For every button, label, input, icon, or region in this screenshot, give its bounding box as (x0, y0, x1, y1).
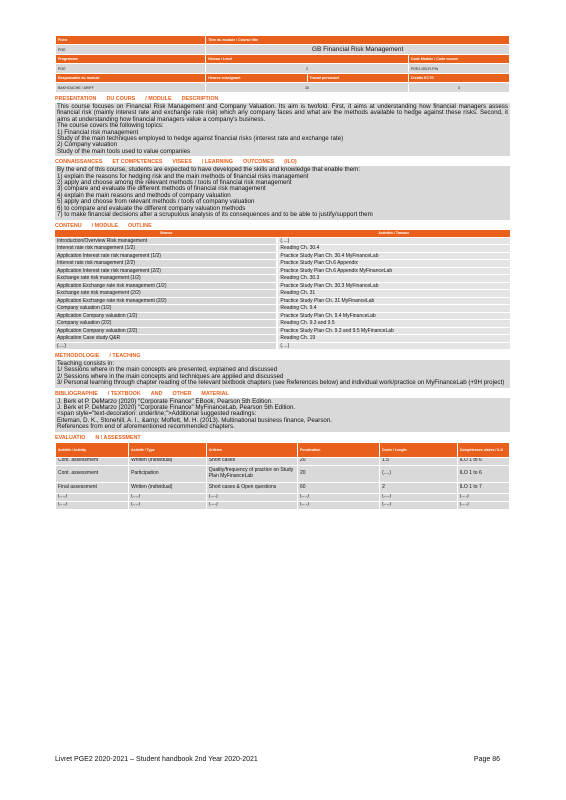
outline-row (55, 327, 510, 335)
outline-row (55, 245, 510, 253)
eval-cell: (....) (56, 501, 129, 509)
outline-row (55, 252, 510, 260)
instructor-2: ARIFF (83, 85, 94, 90)
eval-cell: Short cases & Open questions (206, 482, 297, 493)
bibliography-box (55, 398, 510, 432)
outline-row (55, 290, 510, 298)
course-header-table (55, 35, 510, 93)
header-label: Crédits ECTS (408, 74, 509, 83)
eval-cell: (....) (297, 493, 379, 501)
outline-table (55, 230, 510, 351)
outline-session: Company valuation (1/2) (55, 305, 277, 313)
course-title: GB Financial Risk Management (206, 45, 510, 55)
eval-cell: (....) (297, 501, 379, 509)
outline-activity: Reading Ch. 30.4 (277, 245, 510, 253)
bibliography-line: J. Berk et P. DeMarzo (2020) "Corporate Finance" EBook, Pearson 5th Edition. (57, 397, 273, 405)
bibliography-line: <span style="text-decoration: underline;">Additional suggested readings: (57, 410, 257, 418)
eval-cell: (....) (380, 501, 458, 509)
outline-row (55, 342, 510, 350)
presentation-line: Study of the main techniques employed to hedge against financial risks (interest rate and exchange rate) (57, 135, 344, 143)
eval-cell: Participation (129, 465, 207, 482)
section-title-outline: CONTENU / MODULE OUTLINE (55, 222, 152, 229)
header-value: PGE2-GB-FI-FIN (408, 64, 509, 74)
instructor-1: BAKHOUCHE (58, 85, 81, 90)
presentation-line: 1) Financial risk management (57, 128, 139, 136)
outline-session: Exchange rate risk management (2/2) (55, 290, 277, 298)
presentation-paragraph: This course focuses on Financial Risk Management and Company Valuation. Its aim is twofold. First, it aims at understanding how financial managers assess financial risk (mainly interest rate and exchange rate risk) which any company faces and what are the methods available to hedge against these risks. Second, it aims at understanding how financial managers value a company's business. (57, 103, 508, 123)
outline-session: Application Exchange rate risk management (2/2) (55, 297, 277, 305)
outline-row (55, 260, 510, 268)
eval-cell: ILO 1 to 7 (457, 482, 509, 493)
eval-cell: Quality/frequency of practice on Study Plan MyFinanceLab (206, 465, 297, 482)
outline-row (55, 312, 510, 320)
outline-session: Interest rate risk management (1/2) (55, 245, 277, 253)
eval-cell: (....) (380, 493, 458, 501)
outline-activity: Practice Study Plan Ch.6 Appendix (277, 260, 510, 268)
eval-cell: Written (individual) (129, 457, 207, 465)
header-value: BAKHOUCHE / ARIFF (56, 83, 206, 93)
evaluation-table (55, 442, 510, 510)
outline-activity: Reading Ch. 30.3 (277, 275, 510, 283)
header-value: PGE (56, 45, 206, 55)
outline-col-activities: Activités / Travaux (277, 230, 510, 238)
eval-row (56, 465, 510, 482)
outline-activity: Reading Ch. 9.3 and 9.5 (277, 320, 510, 328)
section-title-bibliography: BIBLIOGRAPHIE / TEXTBOOK AND OTHER MATERIAL (55, 390, 229, 397)
eval-cell: (....) (457, 501, 509, 509)
outline-activity: (....) (277, 342, 510, 350)
outcome-line: 5) apply and choose from relevant methods / tools of company valuation (57, 198, 255, 206)
header-label: Responsable du module (56, 74, 206, 83)
outline-session: Application Company valuation (2/2) (55, 327, 277, 335)
eval-cell: Cont. assessment (56, 457, 129, 465)
outline-activity: Practice Study Plan Ch. 9.3 and 9.5 MyFinanceLab (277, 327, 510, 335)
outline-activity: Reading Ch. 9.4 (277, 305, 510, 313)
footer-handbook: Livret PGE2 2020-2021 – Student handbook 2nd Year 2020-2021 (55, 756, 258, 763)
outcome-line: 6) to compare and evaluate the different company valuation methods (57, 204, 246, 212)
outline-row (55, 282, 510, 290)
outline-activity: Practice Study Plan Ch. 31 MyFinanceLab (277, 297, 510, 305)
outline-session: (....) (55, 342, 277, 350)
outline-session: Company valuation (2/2) (55, 320, 277, 328)
eval-cell: (....) (129, 501, 207, 509)
outline-session: Introduction/Overview Risk management (55, 237, 277, 245)
eval-cell: 2 (380, 482, 458, 493)
methodology-line: Teaching consists in: (57, 360, 115, 367)
presentation-box (55, 103, 510, 156)
header-value: PGE (56, 64, 206, 74)
outline-activity: Practice Study Plan Ch. 9.4 MyFinanceLab (277, 312, 510, 320)
outcome-line: 3) compare and evaluate the different methods of financial risk management (57, 185, 266, 193)
eval-cell: (....) (206, 501, 297, 509)
eval-cell: (....) (380, 465, 458, 482)
presentation-line: 2) Company valuation (57, 141, 118, 149)
header-label: Titre du module / Course title (206, 36, 510, 45)
outline-session: Application Interest rate risk management (2/2) (55, 267, 277, 275)
header-value: 2 (206, 64, 408, 74)
section-title-evaluation: EVALUATIO N / ASSESSMENT (55, 434, 141, 441)
outline-activity: Reading Ch. 31 (277, 290, 510, 298)
course-sheet (55, 35, 510, 510)
eval-cell: 60 (297, 482, 379, 493)
outline-activity: (....) (277, 237, 510, 245)
outcome-line: 1) explain the reasons for hedging risk and the main methods of financial risks management (57, 172, 309, 180)
eval-row (56, 493, 510, 501)
methodology-line: 1/ Sessions where in the main concepts are presented, explained and discussed (57, 366, 278, 374)
outline-row (55, 275, 510, 283)
header-label: Programme (56, 55, 206, 64)
eval-header: Pondération (297, 442, 379, 457)
eval-row (56, 501, 510, 509)
eval-cell: ILO 1 to 6 (457, 457, 509, 465)
outline-row (55, 267, 510, 275)
eval-cell: (....) (206, 493, 297, 501)
eval-header: Compétences visées / ILO (457, 442, 509, 457)
outcome-line: 7) to make financial decisions after a scrupulous analysis of its consequences and to be able to justify/support them (57, 211, 373, 219)
eval-cell: (....) (129, 493, 207, 501)
eval-cell: Written (individual) (129, 482, 207, 493)
methodology-line: 3/ Personal learning through chapter reading of the relevant textbook chapters (see References below) and individual work/practice on MyFinanceLab (+9H project) (57, 379, 505, 387)
page-footer (55, 756, 510, 763)
header-label: Travail personnel (307, 74, 408, 83)
outline-col-session: Séance (55, 230, 277, 238)
outline-row (55, 297, 510, 305)
eval-cell: (....) (457, 493, 509, 501)
methodology-line: 2/ Sessions where in the main concepts and techniques are applied and discussed (57, 372, 284, 380)
header-label: Heures enseignant (206, 74, 307, 83)
bibliography-line: Eiteman, D. K., Stonehill, A. I., &amp; Moffett, M. H. (2013). Multinational business finance, Pearson. (57, 416, 333, 424)
outcomes-box (55, 166, 510, 219)
header-label: Code Module / Code course (408, 55, 509, 64)
header-value: 30 (206, 83, 408, 93)
outcome-line: 4) explain the main reasons and methods of company valuation (57, 191, 231, 199)
outline-session: Interest rate risk management (2/2) (55, 260, 277, 268)
eval-cell: 20 (297, 465, 379, 482)
eval-header: Durée / Length (380, 442, 458, 457)
outline-session: Application Case study Q&R (55, 335, 277, 343)
eval-cell: ILO 1 to 6 (457, 465, 509, 482)
outline-activity: Practice Study Plan Ch. 30.4 MyFinanceLab (277, 252, 510, 260)
outline-activity: Reading Ch. 19 (277, 335, 510, 343)
eval-header: Activité / Type (129, 442, 207, 457)
outline-row (55, 237, 510, 245)
eval-cell: Final assessment (56, 482, 129, 493)
outline-session: Exchange rate risk management (1/2) (55, 275, 277, 283)
outline-row (55, 305, 510, 313)
eval-cell: Short cases (206, 457, 297, 465)
methodology-box (55, 360, 510, 388)
outline-session: Application Interest rate risk management (1/2) (55, 252, 277, 260)
page-number: Page 86 (473, 756, 500, 763)
header-value: 3 (408, 83, 509, 93)
section-title-outcomes: CONNAISSANCES ET COMPETENCES VISEES / LEARNING OUTCOMES (ILO) (55, 159, 297, 166)
bibliography-line: References from end of aforementioned recommended chapters. (57, 423, 235, 431)
eval-header: Critères (206, 442, 297, 457)
outline-row (55, 335, 510, 343)
eval-cell: 20 (297, 457, 379, 465)
section-title-methodology: METHODOLOGIE / TEACHING (55, 353, 141, 359)
outline-activity: Practice Study Plan Ch. 30.3 MyFinanceLab (277, 282, 510, 290)
eval-row (56, 457, 510, 465)
outline-session: Application Exchange rate risk management (1/2) (55, 282, 277, 290)
header-label: Niveau / Level (206, 55, 408, 64)
eval-cell: 1.5 (380, 457, 458, 465)
section-title-presentation: PRESENTATION DU COURS / MODULE DESCRIPTION (55, 96, 219, 102)
presentation-line: Study of the main tools used to value companies (57, 147, 191, 155)
outcome-line: 2) apply and choose among the relevant methods / tools of financial risk management (57, 179, 292, 187)
eval-header: Activité / Activity (56, 442, 129, 457)
header-label: Fiche (56, 36, 206, 45)
outcome-line: By the end of this course, students are expected to have developed the skills and knowledge that enable them: (57, 166, 361, 174)
outline-activity: Practice Study Plan Ch.6 Appendix MyFinanceLab (277, 267, 510, 275)
eval-row (56, 482, 510, 493)
outline-session: Application Company valuation (1/2) (55, 312, 277, 320)
outline-row (55, 320, 510, 328)
bibliography-line: J. Berk et P. DeMarzo (2020) "Corporate Finance" MyFinanceLab, Pearson 5th Edition. (57, 404, 296, 412)
eval-cell: Cont. assessment (56, 465, 129, 482)
presentation-line: The course covers the following topics: (57, 122, 164, 130)
eval-cell: (....) (56, 493, 129, 501)
